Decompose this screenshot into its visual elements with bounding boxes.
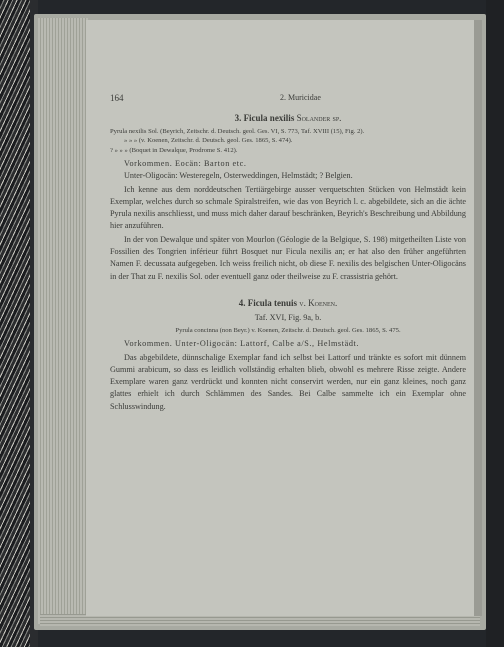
section-title-ficula-nexilis <box>110 112 466 124</box>
species-name: 3. Ficula nexilis <box>234 113 295 123</box>
occurrence-line: Unter-Oligocän: Westeregeln, Osterweddingen, Helmstädt; ? Belgien. <box>124 170 353 180</box>
paragraph: In der von Dewalque und später von Mourlon (Géologie de la Belgique, S. 198) mitgetheilten Liste von Fossilien des Tongrien inférieur führt Bosquet nur Ficula nexilis an; er hat also den früher angeführten Namen F. decussata aufgegeben. Ich weiss freilich nicht, ob diese F. nexilis des belgischen Unter-Oligocäns in der That zu F. nexilis Sol. oder eventuell ganz oder theilweise zu F. crassistria gehört. <box>110 235 466 281</box>
occurrence-line: Vorkommen. Unter-Oligocän: Lattorf, Calbe a/S., Helmstädt. <box>124 339 360 349</box>
species-author: v. Koenen. <box>299 297 338 308</box>
page-number: 164 <box>110 93 124 103</box>
species-name: 4. Ficula tenuis <box>238 297 298 308</box>
section-title-ficula-tenuis <box>110 297 466 309</box>
background-right <box>486 0 504 647</box>
page-header <box>110 92 466 108</box>
occurrence-line: Vorkommen. Eocän: Barton etc. <box>124 158 247 168</box>
reference-line: Pyrula concinna (non Beyr.) v. Koenen, Zeitschr. d. Deutsch. geol. Ges. 1865, S. 475. <box>175 326 401 334</box>
reference-line: » » » (v. Koenen, Zeitschr. d. Deutsch. geol. Ges. 1865, S. 474). <box>124 137 293 145</box>
page-text <box>110 92 466 413</box>
page-stack-fore-edge <box>38 18 88 624</box>
reference-line: ? » » » (Boquet in Dewalque, Prodrome S. 412). <box>110 146 238 154</box>
reference-line: Pyrula nexilis Sol. (Beyrich, Zeitschr. d. Deutsch. geol. Ges. VI, S. 773, Taf. XVIII (15), Fig. 2). <box>110 128 365 136</box>
paragraph: Das abgebildete, dünnschalige Exemplar fand ich selbst bei Lattorf und tränkte es sofort mit dünnem Gummi arabicum, so dass es leidlich vollständig erhalten blieb, obwohl es mehrere Risse zeigte. Andere Exemplare waren ganz verdrückt und konnten nicht conservirt werden, nur ein ganz kleines, noch ganz glattes erhielt ich durch Schlämmen des Sandes. Bei Calbe sammelte ich ein Exemplar ohne Schlusswindung. <box>110 353 466 411</box>
page-right-edge <box>474 20 482 616</box>
species-author: Solander sp. <box>296 113 342 123</box>
running-head: 2. Muricidae <box>280 93 321 102</box>
paragraph: Ich kenne aus dem norddeutschen Tertiärgebirge ausser verquetschten Stücken von Helmstädt kein Exemplar, welches durch so schmale Spiralstreifen, wie das von Beyrich l. c. abgebildete, sich an die ächte Pyrula nexilis anschliesst, und muss mich daher darauf beschränken, Beyrich's Beschreibung und Abbildung hier anzuführen. <box>110 184 466 231</box>
plate-reference: Taf. XVI, Fig. 9a, b. <box>254 312 322 322</box>
